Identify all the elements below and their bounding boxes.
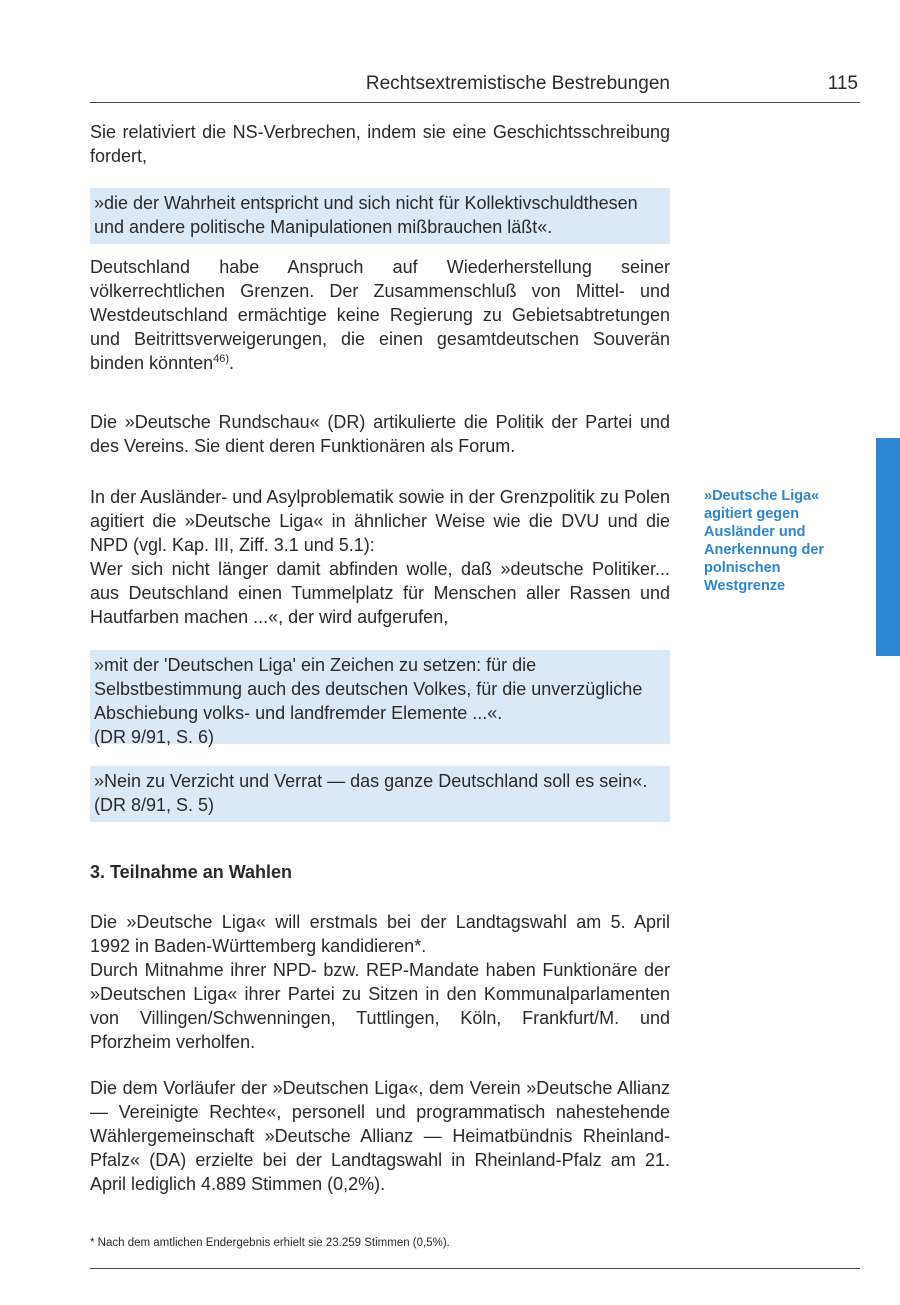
margin-note: »Deutsche Liga« agitiert gegen Ausländer und Anerkennung der polnischen Westgrenze [704, 488, 825, 594]
bottom-rule [90, 1268, 860, 1269]
paragraph-auslaender: In der Ausländer- und Asylproblematik sowie in der Grenzpolitik zu Polen agitiert die »Deutsche Liga« in ähnlicher Weise wie die DVU und die NPD (vgl. Kap. III, Ziff. 3.1 und 5.1): Wer sich nicht länger damit abfinden wolle, daß »deutsche Politiker... aus Deutschland einen Tummelplatz für Menschen aller Rassen und Hautfarben machen ...«, der wird aufgerufen, [90, 487, 670, 627]
paragraph-intro: Sie relativiert die NS-Verbrechen, indem sie eine Geschichtsschreibung fordert, [90, 122, 670, 166]
paragraph-allianz: Die dem Vorläufer der »Deutschen Liga«, dem Verein »Deutsche Allianz — Vereinigte Rechte«, personell und programmatisch nahestehende Wählergemeinschaft »Deutsche Allianz — Heimatbündnis Rheinland-Pfalz« (DA) erzielte bei der Landtagswahl in Rheinland-Pfalz am 21. April lediglich 4.889 Stimmen (0,2%). [90, 1078, 670, 1194]
page-header [90, 70, 860, 103]
paragraph-wahlen: Die »Deutsche Liga« will erstmals bei der Landtagswahl am 5. April 1992 in Baden-Württemberg kandidieren*. Durch Mitnahme ihrer NPD- bzw. REP-Mandate haben Funktionäre der »Deutschen Liga« ihrer Partei zu Sitzen in den Kommunalparlamenten von Villingen/Schwenningen, Tuttlingen, Köln, Frankfurt/M. und Pforzheim verholfen. [90, 912, 670, 1052]
paragraph-rundschau: Die »Deutsche Rundschau« (DR) artikulierte die Politik der Partei und des Vereins. Sie dient deren Funktionären als Forum. [90, 412, 670, 456]
margin-marker-bar [876, 438, 900, 656]
quote-highlight-1: »die der Wahrheit entspricht und sich nicht für Kollektivschuldthesen und andere politische Manipulationen mißbrauchen läßt«. [90, 188, 670, 244]
section-heading: 3. Teilnahme an Wahlen [90, 862, 293, 882]
quote-highlight-2: »mit der 'Deutschen Liga' ein Zeichen zu setzen: für die Selbstbestimmung auch des deutschen Volkes, für die unverzügliche Abschiebung volks- und landfremder Elemente ...«. (DR 9/91, S. 6) [90, 650, 670, 744]
footnote-ref: 46) [213, 353, 230, 365]
quote-highlight-3: »Nein zu Verzicht und Verrat — das ganze Deutschland soll es sein«. (DR 8/91, S. 5) [90, 766, 670, 822]
page-number: 115 [827, 73, 858, 94]
footnote: * Nach dem amtlichen Endergebnis erhielt sie 23.259 Stimmen (0,5%). [90, 1237, 450, 1249]
paragraph-borders: Deutschland habe Anspruch auf Wiederherstellung seiner völkerrechtlichen Grenzen. Der Zusammenschluß von Mittel- und Westdeutschland ermächtige keine Regierung zu Gebietsabtretungen und Beitrittsverweigerungen, die einen gesamtdeutschen Souverän binden könnten$^{46)}$. [90, 257, 670, 373]
running-title: Rechtsextremistische Bestrebungen [365, 73, 670, 94]
